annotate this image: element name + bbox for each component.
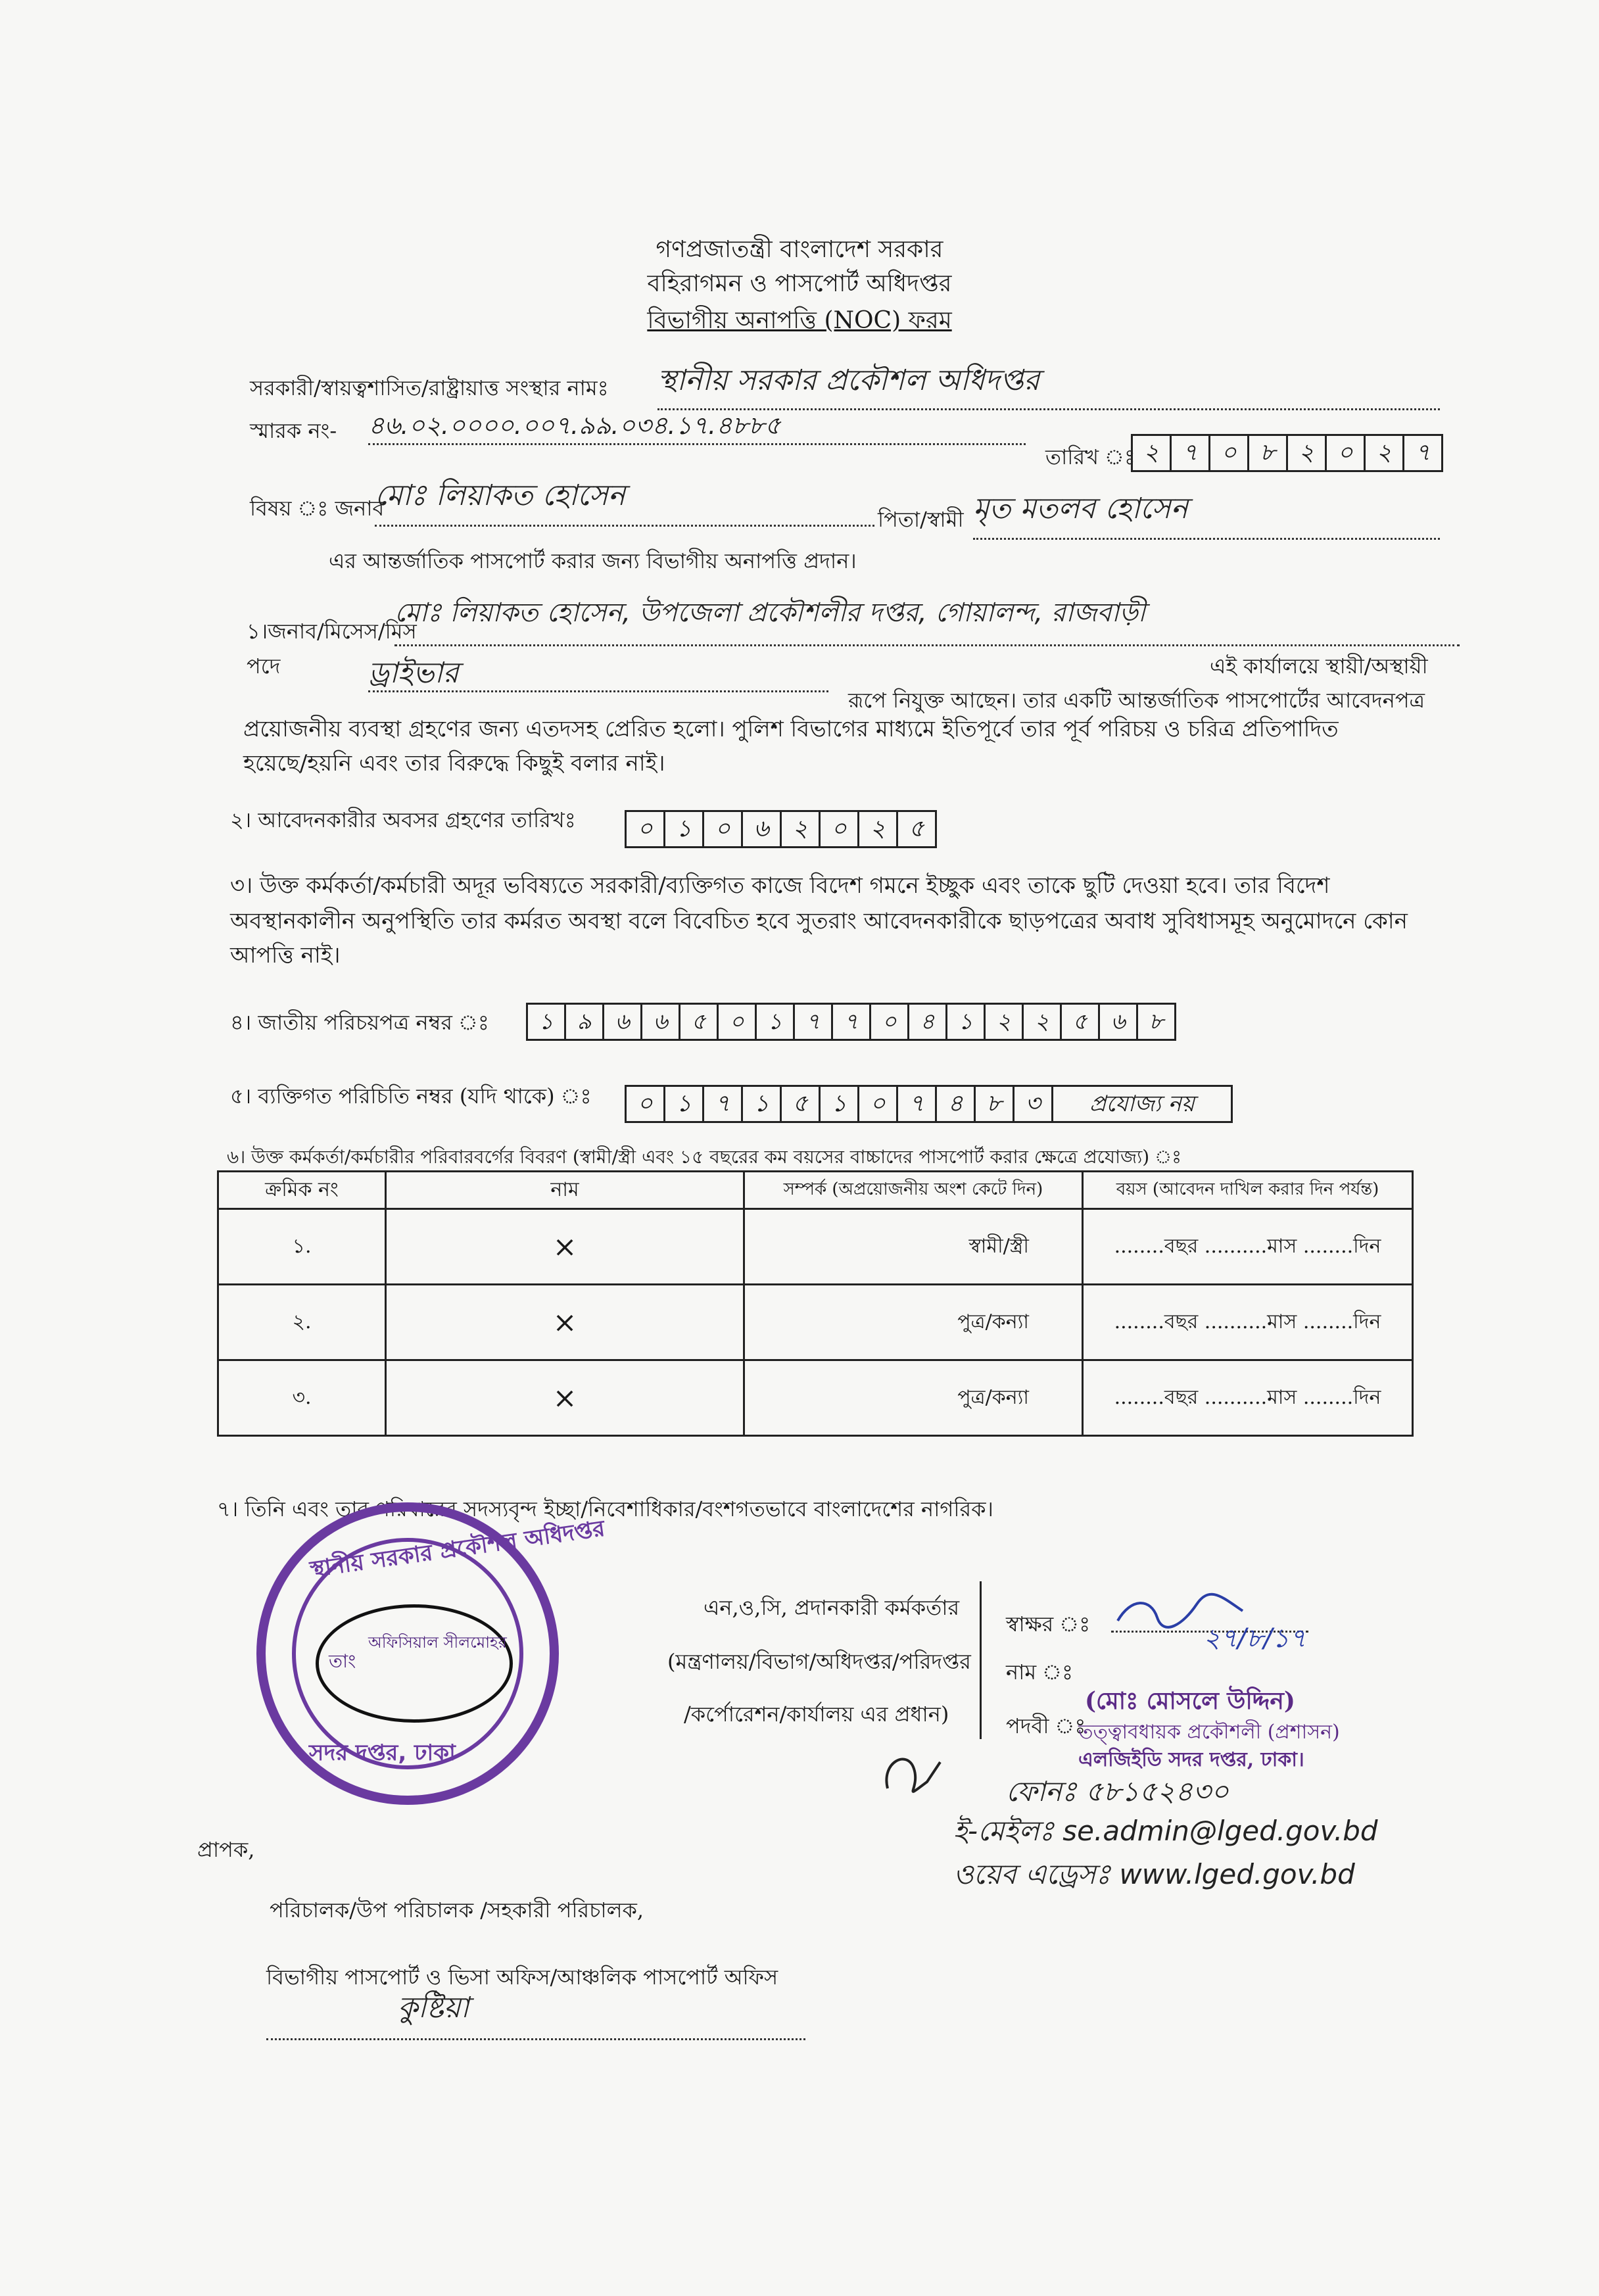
header-department: বহিরাগমন ও পাসপোর্ট অধিদপ্তর bbox=[647, 270, 952, 297]
nid-digit-box: ৫ bbox=[1062, 1003, 1100, 1041]
pid-digit-box: ০ bbox=[859, 1085, 898, 1123]
recipient-line2: বিভাগীয় পাসপোর্ট ও ভিসা অফিস/আঞ্চলিক পাসপোর্ট অফিস bbox=[266, 1965, 778, 1990]
pid-digit-box: ৪ bbox=[937, 1085, 976, 1123]
seal-top-text: স্থানীয় সরকার প্রকৌশল অধিদপ্তর bbox=[308, 1515, 607, 1583]
date-digit-box: ২ bbox=[1131, 434, 1172, 472]
retire-digit-box: ৫ bbox=[898, 810, 937, 848]
pid-digit-box: ১ bbox=[743, 1085, 782, 1123]
org-name: স্থানীয় সরকার প্রকৌশল অধিদপ্তর bbox=[657, 364, 1040, 397]
retire-digit-box: ৬ bbox=[743, 810, 782, 848]
recipient-label: প্রাপক, bbox=[197, 1837, 255, 1862]
para3-line3: আপত্তি নাই। bbox=[230, 942, 341, 969]
date-digit-box: ০ bbox=[1210, 434, 1249, 472]
post-label-sign: পদবী ঃ bbox=[1006, 1713, 1086, 1738]
pid-extra: প্রযোজ্য নয় bbox=[1053, 1085, 1233, 1123]
post-suffix: রূপে নিযুক্ত আছেন। তার একটি আন্তর্জাতিক পাসপোর্টের আবেদনপত্র bbox=[848, 688, 1425, 713]
para1-text3: হয়েছে/হয়নি এবং তার বিরুদ্ধে কিছুই বলার নাই। bbox=[243, 750, 665, 777]
date-digit-box: ৮ bbox=[1249, 434, 1288, 472]
para6-label: ৬। উক্ত কর্মকর্তা/কর্মচারীর পরিবারবর্গের বিবরণ (স্বামী/স্ত্রী এবং ১৫ বছরের কম বয়সের বাচ্চাদের পাসপোর্ট করার ক্ষেত্রে প্রযোজ্য) ঃ bbox=[227, 1146, 1182, 1168]
para4-label: ৪। জাতীয় পরিচয়পত্র নম্বর ঃ bbox=[230, 1010, 489, 1035]
retirement-date-boxes bbox=[625, 810, 937, 848]
row-name: × bbox=[386, 1360, 744, 1436]
date-digit-box: ৭ bbox=[1404, 434, 1443, 472]
nid-digit-box: ০ bbox=[871, 1003, 909, 1041]
nid-digit-box: ১ bbox=[947, 1003, 986, 1041]
divider-line bbox=[980, 1581, 982, 1739]
pid-digit-box: ৫ bbox=[782, 1085, 821, 1123]
para3-line2: অবস্থানকালীন অনুপস্থিতি তার কর্মরত অবস্থা বলে বিবেচিত হবে সুতরাং আবেদনকারীকে ছাড়পত্রের অবাধ সুবিধাসমূহ অনুমোদনে কোন bbox=[230, 908, 1408, 934]
date-digit-box: ০ bbox=[1327, 434, 1366, 472]
retire-digit-box: ০ bbox=[821, 810, 859, 848]
website: ওয়েব এড্রেসঃ www.lged.gov.bd bbox=[953, 1858, 1355, 1890]
row-serial: ৩. bbox=[218, 1360, 386, 1436]
email: ই-মেইলঃ se.admin@lged.gov.bd bbox=[953, 1815, 1378, 1847]
date-digit-box: ৭ bbox=[1172, 434, 1210, 472]
table-row bbox=[218, 1360, 1413, 1436]
table-row bbox=[218, 1285, 1413, 1360]
post-value: ড্রাইভার bbox=[368, 651, 828, 692]
subject-name: মোঃ লিয়াকত হোসেন bbox=[375, 473, 874, 527]
nid-digit-box: ২ bbox=[1024, 1003, 1062, 1041]
para1-suffix: এই কার্যালয়ে স্থায়ী/অস্থায়ী bbox=[1210, 654, 1428, 679]
sign-date: ২৭/৮/১৭ bbox=[1203, 1623, 1306, 1654]
seal-center-text: অফিসিয়াল সীলমোহর bbox=[368, 1633, 507, 1652]
para1-handwritten: মোঃ লিয়াকত হোসেন, উপজেলা প্রকৌশলীর দপ্তর, গোয়ালন্দ, রাজবাড়ী bbox=[394, 592, 1460, 646]
para1-text2: প্রয়োজনীয় ব্যবস্থা গ্রহণের জন্য এতদসহ প্রেরিত হলো। পুলিশ বিভাগের মাধ্যমে ইতিপূর্বে তার পূর্ব পরিচয় ও চরিত্র প্রতিপাদিত bbox=[243, 716, 1339, 742]
memo-number: ৪৬.০২.০০০০.০০৭.৯৯.০৩৪.১৭.৪৮৮৫ bbox=[368, 406, 1026, 445]
nid-digit-box: ০ bbox=[719, 1003, 757, 1041]
initials-mark bbox=[874, 1736, 914, 1795]
row-relation: পুত্র/কন্যা bbox=[744, 1285, 1083, 1360]
phone: ফোনঃ ৫৮১৫২৪৩০ bbox=[1006, 1775, 1229, 1807]
date-boxes bbox=[1131, 434, 1443, 472]
father-label: পিতা/স্বামী bbox=[878, 507, 964, 532]
officer-name: (মোঃ মোসলে উদ্দিন) bbox=[1085, 1687, 1295, 1715]
retire-digit-box: ০ bbox=[625, 810, 665, 848]
retire-digit-box: ২ bbox=[859, 810, 898, 848]
nid-digit-box: ২ bbox=[986, 1003, 1024, 1041]
row-serial: ১. bbox=[218, 1209, 386, 1285]
seal-date-label: তাং bbox=[329, 1650, 356, 1672]
retire-digit-box: ০ bbox=[704, 810, 743, 848]
sign-label: স্বাক্ষর ঃ bbox=[1006, 1612, 1091, 1637]
row-age: ........বছর ..........মাস ........দিন bbox=[1083, 1360, 1413, 1436]
recipient-line1: পরিচালক/উপ পরিচালক /সহকারী পরিচালক, bbox=[270, 1898, 644, 1923]
table-row bbox=[218, 1209, 1413, 1285]
col-age: বয়স (আবেদন দাখিল করার দিন পর্যন্ত) bbox=[1083, 1172, 1413, 1209]
father-name: মৃত মতলব হোসেন bbox=[973, 487, 1440, 540]
org-name-field bbox=[657, 358, 1440, 410]
date-digit-box: ২ bbox=[1288, 434, 1327, 472]
date-digit-box: ২ bbox=[1366, 434, 1404, 472]
officer-office: এলজিইডি সদর দপ্তর, ঢাকা। bbox=[1078, 1748, 1304, 1771]
subject-line2: এর আন্তর্জাতিক পাসপোর্ট করার জন্য বিভাগীয় অনাপত্তি প্রদান। bbox=[329, 548, 857, 573]
authority-line3: /কর্পোরেশন/কার্যালয় এর প্রধান) bbox=[684, 1702, 949, 1727]
name-label: নাম ঃ bbox=[1006, 1660, 1074, 1685]
row-relation: স্বামী/স্ত্রী bbox=[744, 1209, 1083, 1285]
subject-label: বিষয় ঃ জনাব bbox=[250, 496, 385, 521]
pid-digit-box: ০ bbox=[625, 1085, 665, 1123]
recipient-place: কুষ্টিয়া bbox=[398, 1991, 469, 2024]
initials-scribble-icon bbox=[874, 1736, 947, 1808]
row-age: ........বছর ..........মাস ........দিন bbox=[1083, 1209, 1413, 1285]
col-relation: সম্পর্ক (অপ্রয়োজনীয় অংশ কেটে দিন) bbox=[744, 1172, 1083, 1209]
col-name: নাম bbox=[386, 1172, 744, 1209]
para1-prefix: ১।জনাব/মিসেস/মিস bbox=[247, 619, 417, 644]
retire-digit-box: ১ bbox=[665, 810, 704, 848]
seal-bottom-text: সদর দপ্তর, ঢাকা bbox=[309, 1740, 456, 1766]
nid-digit-box: ৫ bbox=[680, 1003, 719, 1041]
nid-digit-box: ১ bbox=[757, 1003, 795, 1041]
header-form-title: বিভাগীয় অনাপত্তি (NOC) ফরম bbox=[647, 307, 952, 334]
pid-boxes bbox=[625, 1085, 1233, 1123]
nid-boxes bbox=[526, 1003, 1176, 1041]
row-age: ........বছর ..........মাস ........দিন bbox=[1083, 1285, 1413, 1360]
family-table bbox=[217, 1170, 1414, 1437]
para2-label: ২। আবেদনকারীর অবসর গ্রহণের তারিখঃ bbox=[230, 807, 576, 832]
nid-digit-box: ৬ bbox=[1100, 1003, 1138, 1041]
recipient-place-field bbox=[266, 1986, 805, 2040]
pid-digit-box: ৩ bbox=[1014, 1085, 1053, 1123]
pid-digit-box: ৭ bbox=[898, 1085, 937, 1123]
memo-label: স্মারক নং- bbox=[250, 418, 337, 443]
retire-digit-box: ২ bbox=[782, 810, 821, 848]
row-serial: ২. bbox=[218, 1285, 386, 1360]
para3-line1: ৩। উক্ত কর্মকর্তা/কর্মচারী অদূর ভবিষ্যতে সরকারী/ব্যক্তিগত কাজে বিদেশ গমনে ইচ্ছুক এবং তাকে ছুটি দেওয়া হবে। তার বিদেশ bbox=[230, 873, 1330, 899]
pid-digit-box: ১ bbox=[821, 1085, 859, 1123]
date-label: তারিখ ঃ bbox=[1045, 444, 1135, 469]
para5-label: ৫। ব্যক্তিগত পরিচিতি নম্বর (যদি থাকে) ঃ bbox=[230, 1084, 592, 1109]
authority-line1: এন,ও,সি, প্রদানকারী কর্মকর্তার bbox=[704, 1595, 960, 1620]
officer-post: তত্ত্বাবধায়ক প্রকৌশলী (প্রশাসন) bbox=[1078, 1721, 1340, 1744]
header-govt: গণপ্রজাতন্ত্রী বাংলাদেশ সরকার bbox=[656, 236, 943, 263]
col-serial: ক্রমিক নং bbox=[218, 1172, 386, 1209]
nid-digit-box: ৬ bbox=[604, 1003, 642, 1041]
authority-line2: (মন্ত্রণালয়/বিভাগ/অধিদপ্তর/পরিদপ্তর bbox=[667, 1649, 971, 1674]
row-name: × bbox=[386, 1209, 744, 1285]
post-label: পদে bbox=[247, 654, 281, 679]
para7: ৭। তিনি এবং তার পরিবারের সদস্যবৃন্দ ইচ্ছা/নিবেশাধিকার/বংশগতভাবে বাংলাদেশের নাগরিক। bbox=[217, 1496, 993, 1521]
row-name: × bbox=[386, 1285, 744, 1360]
pid-digit-box: ৮ bbox=[976, 1085, 1014, 1123]
org-label: সরকারী/স্বায়ত্বশাসিত/রাষ্ট্রায়াত্ত সংস্থার নামঃ bbox=[250, 375, 609, 400]
nid-digit-box: ৬ bbox=[642, 1003, 680, 1041]
pid-digit-box: ১ bbox=[665, 1085, 704, 1123]
nid-digit-box: ৯ bbox=[566, 1003, 604, 1041]
nid-digit-box: ৪ bbox=[909, 1003, 947, 1041]
nid-digit-box: ৭ bbox=[795, 1003, 833, 1041]
nid-digit-box: ৮ bbox=[1138, 1003, 1176, 1041]
nid-digit-box: ৭ bbox=[833, 1003, 871, 1041]
row-relation: পুত্র/কন্যা bbox=[744, 1360, 1083, 1436]
pid-digit-box: ৭ bbox=[704, 1085, 743, 1123]
nid-digit-box: ১ bbox=[526, 1003, 566, 1041]
